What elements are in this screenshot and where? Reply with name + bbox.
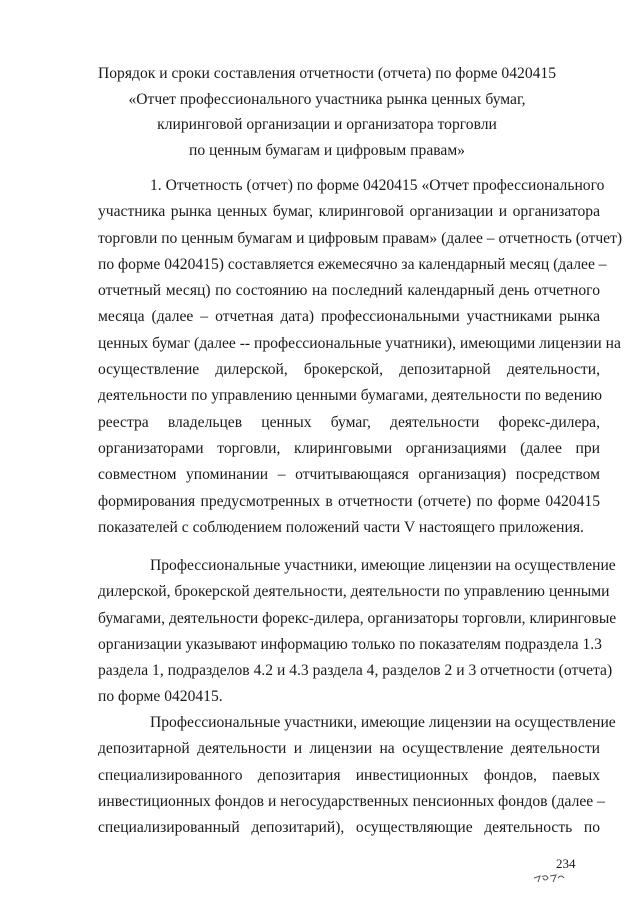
text-line: Профессиональные участники, имеющие лицензии на осуществление: [150, 557, 616, 574]
paragraph-3: [98, 710, 616, 841]
text-line: деятельности по управлению ценными бумагами, деятельности по ведению: [98, 387, 603, 405]
text-line: инвестиционных фондов и негосударственных пенсионных фондов (далее –: [98, 792, 605, 810]
text-line: торговли по ценным бумагам и цифровым правам» (далее – отчетность (отчет): [98, 229, 623, 247]
text-line: по форме 0420415) составляется ежемесячно за календарный месяц (далее –: [98, 255, 607, 273]
text-line: специализированный депозитарий), осуществляющие деятельность по: [98, 819, 600, 837]
text-line: организаторами торговли, клиринговыми организациями (далее при: [98, 439, 600, 457]
paragraph-2: [98, 553, 617, 711]
page-number: 234: [556, 856, 576, 871]
text-line: Профессиональные участники, имеющие лицензии на осуществление: [150, 714, 616, 731]
title-line: Порядок и сроки составления отчетности (отчета) по форме 0420415: [97, 65, 557, 82]
text-line: дилерской, брокерской деятельности, деятельности по управлению ценными: [98, 583, 610, 601]
text-line: бумагами, деятельности форекс-дилера, организаторы торговли, клиринговые: [98, 609, 617, 627]
text-line: осуществление дилерской, брокерской, депозитарной деятельности,: [98, 361, 600, 379]
text-line: участника рынка ценных бумаг, клиринговой организации и организатора: [98, 203, 600, 221]
title-line: по ценным бумагам и цифровым правам»: [189, 141, 465, 159]
text-line: ценных бумаг (далее -- профессиональные учатники), имеющими лицензии на: [98, 334, 621, 352]
text-line: 1. Отчетность (отчет) по форме 0420415 «Отчет профессионального: [150, 177, 605, 194]
text-line: депозитарной деятельности и лицензии на осуществление деятельности: [98, 740, 600, 758]
text-line: показателей с соблюдением положений части V настоящего приложения.: [98, 518, 584, 536]
text-line: совместном упоминании – отчитывающаяся организация) посредством: [98, 466, 600, 484]
text-line: реестра владельцев ценных бумаг, деятельности форекс-дилера,: [98, 413, 600, 431]
text-line: организации указывают информацию только по показателям подраздела 1.3: [98, 635, 602, 653]
text-line: отчетный месяц) по состоянию на последний календарный день отчетного: [98, 282, 600, 300]
paragraph-1: [98, 173, 623, 541]
text-line: специализированного депозитария инвестиционных фондов, паевых: [98, 766, 600, 784]
title-line: «Отчет профессионального участника рынка ценных бумаг,: [128, 90, 526, 108]
text-line: по форме 0420415.: [98, 688, 223, 706]
text-line: раздела 1, подразделов 4.2 и 4.3 раздела 4, разделов 2 и 3 отчетности (отчета): [98, 662, 613, 680]
text-line: формирования предусмотренных в отчетности (отчете) по форме 0420415: [98, 492, 600, 510]
document-title: [60, 61, 594, 163]
text-line: месяца (далее – отчетная дата) профессиональными участниками рынка: [98, 308, 600, 326]
title-line: клиринговой организации и организатора торговли: [157, 116, 497, 133]
